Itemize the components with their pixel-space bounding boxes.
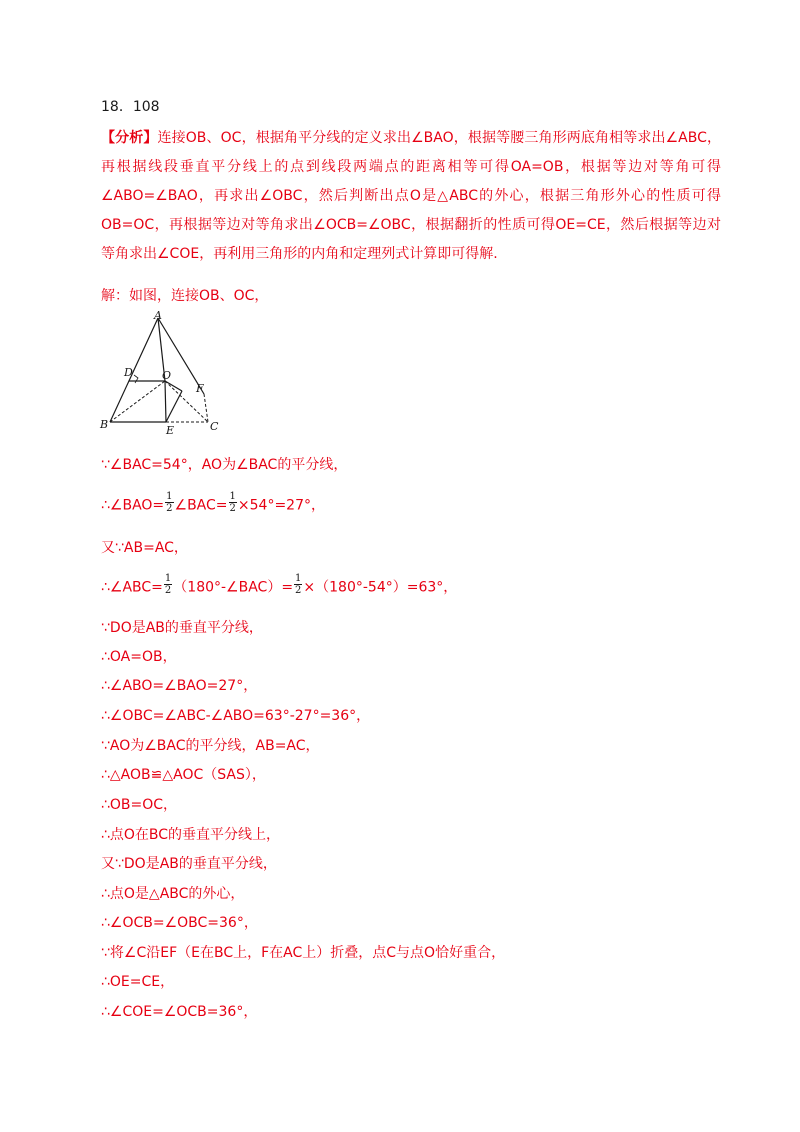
label-O: O — [162, 369, 172, 382]
problem-number: 18．108 — [101, 99, 160, 115]
step-10: ∴△AOB≌△AOC（SAS）， — [101, 767, 266, 783]
analysis-tag: 【分析】 — [101, 130, 158, 146]
label-A: A — [154, 309, 162, 322]
step-8: ∴∠OBC=∠ABC-∠ABO=63°-27°=36°， — [101, 708, 371, 724]
fraction-half — [164, 573, 172, 596]
step-4-part-a: ∴∠ABC= — [101, 579, 163, 596]
fraction-numerator: 1 — [164, 573, 172, 584]
geometry-figure — [96, 308, 236, 438]
label-B: B — [100, 418, 109, 431]
step-4-part-c: ×（180°-54°）=63°， — [303, 579, 458, 596]
step-12: ∴点O在BC的垂直平分线上， — [101, 827, 281, 843]
label-F: F — [196, 382, 204, 395]
step-18: ∴∠COE=∠OCB=36°， — [101, 1004, 258, 1020]
step-1: ∵∠BAC=54°，AO为∠BAC的平分线， — [101, 457, 348, 473]
analysis-text: 连接OB、OC，根据角平分线的定义求出∠BAO，根据等腰三角形两底角相等求出∠ABC，再根据线段垂直平分线上的点到线段两端点的距离相等可得OA=OB，根据等边对等角可得∠ABO=∠BAO，再求出∠OBC，然后判断出点O是△ABC的外心，根据三角形外心的性质可得OB=OC，再根据等边对等角求出∠OCB=∠OBC，根据翻折的性质可得OE=CE，然后根据等边对等角求出∠COE，再利用三角形的内角和定理列式计算即可得解. — [101, 130, 722, 262]
step-15: ∴∠OCB=∠OBC=36°， — [101, 915, 258, 931]
label-C: C — [210, 420, 219, 433]
step-13: 又∵DO是AB的垂直平分线， — [101, 856, 277, 872]
fraction-denominator: 2 — [164, 585, 172, 596]
step-2-part-b: ∠BAC= — [174, 497, 228, 514]
step-17: ∴OE=CE， — [101, 974, 175, 990]
step-4-part-b: （180°-∠BAC）= — [173, 579, 294, 596]
fraction-half — [229, 491, 237, 514]
fraction-half — [294, 573, 302, 596]
step-7: ∴∠ABO=∠BAO=27°， — [101, 678, 258, 694]
step-14: ∴点O是△ABC的外心， — [101, 886, 245, 902]
fraction-denominator: 2 — [166, 503, 173, 514]
fraction-denominator: 2 — [295, 585, 302, 596]
fraction-half — [165, 491, 173, 514]
analysis-paragraph — [101, 124, 721, 269]
step-2-part-a: ∴∠BAO= — [101, 497, 165, 514]
step-6: ∴OA=OB， — [101, 649, 177, 665]
fraction-numerator: 1 — [229, 491, 236, 502]
step-2 — [101, 491, 325, 517]
label-E: E — [166, 424, 175, 437]
step-11: ∴OB=OC， — [101, 797, 178, 813]
step-5: ∵DO是AB的垂直平分线， — [101, 620, 263, 636]
solution-intro: 解：如图，连接OB、OC， — [101, 288, 269, 304]
step-16: ∵将∠C沿EF（E在BC上，F在AC上）折叠，点C与点O恰好重合， — [101, 945, 506, 961]
label-D: D — [124, 366, 133, 379]
step-9: ∵AO为∠BAC的平分线，AB=AC， — [101, 738, 320, 754]
fraction-denominator: 2 — [229, 503, 236, 514]
step-4 — [101, 573, 458, 599]
step-3: 又∵AB=AC， — [101, 540, 188, 556]
step-2-part-c: ×54°=27°， — [237, 497, 325, 514]
fraction-numerator: 1 — [295, 573, 302, 584]
fraction-numerator: 1 — [166, 491, 173, 502]
